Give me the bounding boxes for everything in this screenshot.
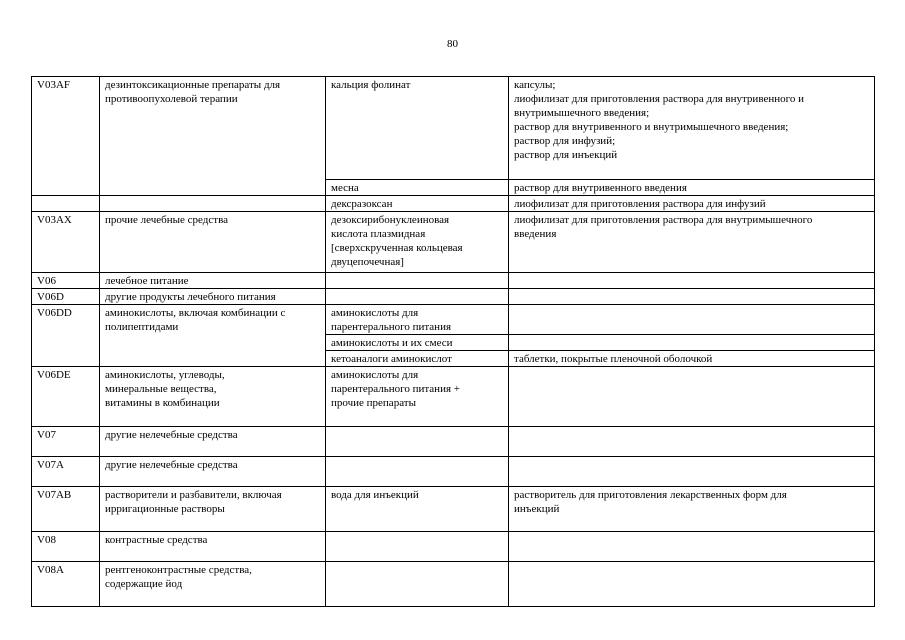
table-row [32,289,875,305]
table-row [32,532,875,562]
drug-name-cell [326,427,509,457]
drug-name-cell: кетоаналоги аминокислот [326,351,509,367]
drug-name-cell: вода для инъекций [326,487,509,532]
atc-code-cell: V07AB [32,487,100,532]
group-name-cell: прочие лечебные средства [100,212,326,273]
group-name-cell: аминокислоты, углеводы, минеральные вещества, витамины в комбинации [100,367,326,427]
dosage-form-cell [509,427,875,457]
atc-code-cell: V06DD [32,305,100,367]
drug-classification-table [31,76,875,607]
dosage-form-cell: лиофилизат для приготовления раствора для внутримышечного введения [509,212,875,273]
dosage-form-cell: раствор для внутривенного введения [509,180,875,196]
dosage-form-cell [509,367,875,427]
table-row [32,367,875,427]
table-row [32,487,875,532]
group-name-cell: растворители и разбавители, включая ирригационные растворы [100,487,326,532]
drug-name-cell: аминокислоты для парентерального питания [326,305,509,335]
dosage-form-cell [509,289,875,305]
table-row [32,562,875,607]
drug-name-cell: аминокислоты для парентерального питания + прочие препараты [326,367,509,427]
dosage-form-cell [509,335,875,351]
group-name-cell: дезинтоксикационные препараты для противоопухолевой терапии [100,77,326,196]
dosage-form-cell [509,532,875,562]
dosage-form-cell: таблетки, покрытые пленочной оболочкой [509,351,875,367]
dosage-form-cell [509,457,875,487]
dosage-form-cell [509,305,875,335]
table-row [32,212,875,273]
atc-code-cell: V03AF [32,77,100,196]
group-name-cell: аминокислоты, включая комбинации с полипептидами [100,305,326,367]
dosage-form-cell: капсулы; лиофилизат для приготовления раствора для внутривенного и внутримышечного введения; раствор для внутривенного и внутримышечного введения; раствор для инфузий; раствор для инъекций [509,77,875,180]
table-row [32,196,875,212]
drug-name-cell: дексразоксан [326,196,509,212]
page-number: 80 [447,38,458,50]
drug-name-cell [326,562,509,607]
atc-code-cell: V07A [32,457,100,487]
table-row [32,427,875,457]
group-name-cell: другие нелечебные средства [100,427,326,457]
group-name-cell: другие продукты лечебного питания [100,289,326,305]
table-row [32,273,875,289]
dosage-form-cell [509,562,875,607]
atc-code-cell: V06D [32,289,100,305]
atc-code-cell [32,196,100,212]
dosage-form-cell [509,273,875,289]
table-row [32,457,875,487]
atc-code-cell: V06DE [32,367,100,427]
dosage-form-cell: лиофилизат для приготовления раствора для инфузий [509,196,875,212]
drug-name-cell: месна [326,180,509,196]
drug-name-cell: аминокислоты и их смеси [326,335,509,351]
table-row [32,77,875,180]
drug-name-cell [326,532,509,562]
drug-name-cell: дезоксирибонуклеиновая кислота плазмидная [сверхскрученная кольцевая двуцепочечная] [326,212,509,273]
atc-code-cell: V03AX [32,212,100,273]
atc-code-cell: V08 [32,532,100,562]
group-name-cell [100,196,326,212]
drug-name-cell [326,289,509,305]
dosage-form-cell: растворитель для приготовления лекарственных форм для инъекций [509,487,875,532]
atc-code-cell: V06 [32,273,100,289]
drug-name-cell [326,457,509,487]
group-name-cell: рентгеноконтрастные средства, содержащие йод [100,562,326,607]
group-name-cell: контрастные средства [100,532,326,562]
group-name-cell: лечебное питание [100,273,326,289]
group-name-cell: другие нелечебные средства [100,457,326,487]
atc-code-cell: V07 [32,427,100,457]
table-row [32,305,875,335]
drug-name-cell [326,273,509,289]
atc-code-cell: V08A [32,562,100,607]
drug-name-cell: кальция фолинат [326,77,509,180]
